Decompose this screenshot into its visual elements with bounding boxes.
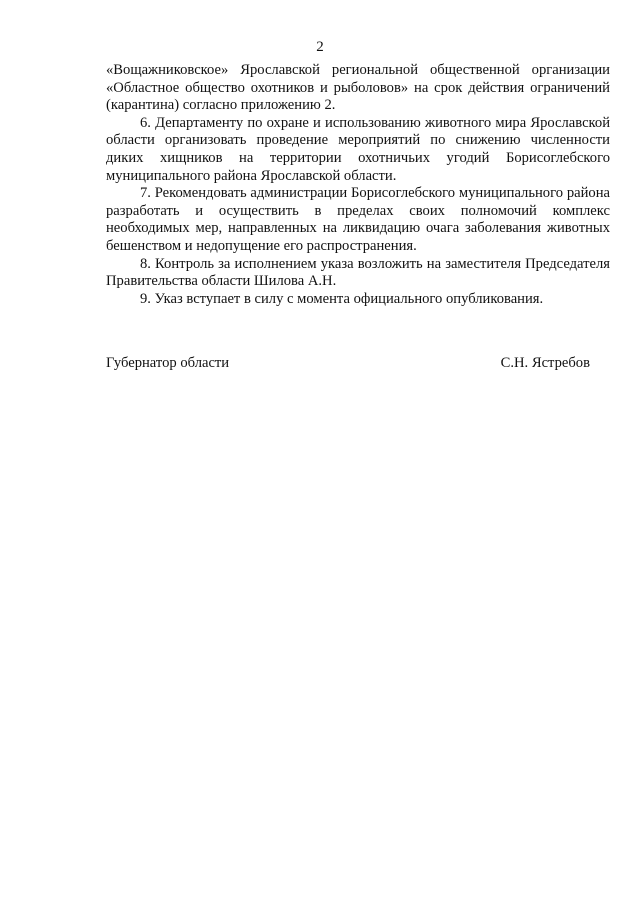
signature-block [106,355,590,373]
signatory-name: С.Н. Ястребов [500,355,590,371]
paragraph-item-9: 9. Указ вступает в силу с момента официального опубликования. [140,290,544,307]
signatory-position: Губернатор области [106,355,230,371]
decree-body [106,62,610,308]
paragraph-item-7: 7. Рекомендовать администрации Борисоглебского муниципального района разработать и осуществить в пределах своих полномочий комплекс необходимых мер, направленных на ликвидацию очага заболевания животных бешенством и недопущение его распространения. [106,185,610,254]
page-number: 2 [316,39,324,55]
paragraph-item-8: 8. Контроль за исполнением указа возложить на заместителя Председателя Правительства области Шилова А.Н. [106,255,610,290]
paragraph-item-6: 6. Департаменту по охране и использованию животного мира Ярославской области организовать проведение мероприятий по снижению численности диких хищников на территории охотничьих угодий Борисоглебского муниципального района Ярославской области. [106,114,610,184]
paragraph-continuation: «Вощажниковское» Ярославской региональной общественной организации «Областное общество охотников и рыболовов» на срок действия ограничений (карантина) согласно приложению 2. [106,62,610,114]
